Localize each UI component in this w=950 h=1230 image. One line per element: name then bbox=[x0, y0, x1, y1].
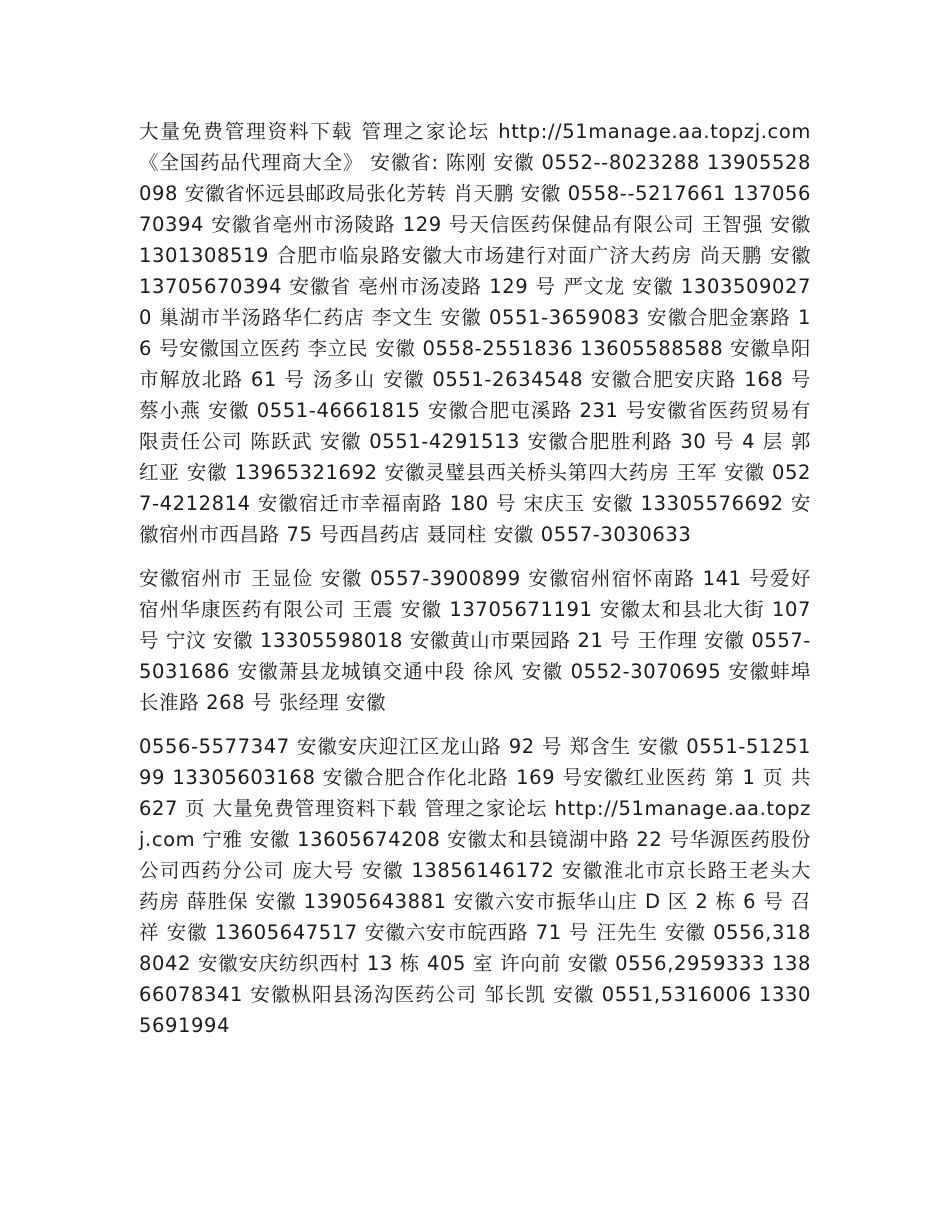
document-paragraph-1: 大量免费管理资料下载 管理之家论坛 http://51manage.aa.topzj.com 《全国药品代理商大全》 安徽省: 陈刚 安徽 0552--8023288 13905528098 安徽省怀远县邮政局张化芳转 肖天鹏 安徽 0558--5217661 13705670394 安徽省亳州市汤陵路 129 号天信医药保健品有限公司 王智强 安徽 1301308519 合肥市临泉路安徽大市场建行对面广济大药房 尚天鹏 安徽 13705670394 安徽省 亳州市汤凌路 129 号 严文龙 安徽 13035090270 巢湖市半汤路华仁药店 李文生 安徽 0551-3659083 安徽合肥金寨路 16 号安徽国立医药 李立民 安徽 0558-2551836 13605588588 安徽阜阳市解放北路 61 号 汤多山 安徽 0551-2634548 安徽合肥安庆路 168 号 蔡小燕 安徽 0551-46661815 安徽合肥屯溪路 231 号安徽省医药贸易有限责任公司 陈跃武 安徽 0551-4291513 安徽合肥胜利路 30 号 4 层 郭红亚 安徽 13965321692 安徽灵璧县西关桥头第四大药房 王军 安徽 0527-4212814 安徽宿迁市幸福南路 180 号 宋庆玉 安徽 13305576692 安徽宿州市西昌路 75 号西昌药店 聂同柱 安徽 0557-3030633 bbox=[139, 120, 811, 546]
document-page bbox=[139, 116, 811, 1041]
document-paragraph-3: 0556-5577347 安徽安庆迎江区龙山路 92 号 郑含生 安徽 0551-5125199 13305603168 安徽合肥合作化北路 169 号安徽红业医药 第 1 页 共 627 页 大量免费管理资料下载 管理之家论坛 http://51manage.aa.topzj.com 宁雅 安徽 13605674208 安徽太和县镜湖中路 22 号华源医药股份公司西药分公司 庞大号 安徽 13856146172 安徽淮北市京长路王老头大药房 薛胜保 安徽 13905643881 安徽六安市振华山庄 D 区 2 栋 6 号 召祥 安徽 13605647517 安徽六安市皖西路 71 号 汪先生 安徽 0556,3188042 安徽安庆纺织西村 13 栋 405 室 许向前 安徽 0556,2959333 13866078341 安徽枞阳县汤沟医药公司 邹长凯 安徽 0551,5316006 13305691994 bbox=[139, 735, 811, 1037]
document-paragraph-2: 安徽宿州市 王显俭 安徽 0557-3900899 安徽宿州宿怀南路 141 号爱好宿州华康医药有限公司 王震 安徽 13705671191 安徽太和县北大街 107 号 宁汶 安徽 13305598018 安徽黄山市栗园路 21 号 王作理 安徽 0557-5031686 安徽萧县龙城镇交通中段 徐风 安徽 0552-3070695 安徽蚌埠长淮路 268 号 张经理 安徽 bbox=[139, 567, 811, 714]
